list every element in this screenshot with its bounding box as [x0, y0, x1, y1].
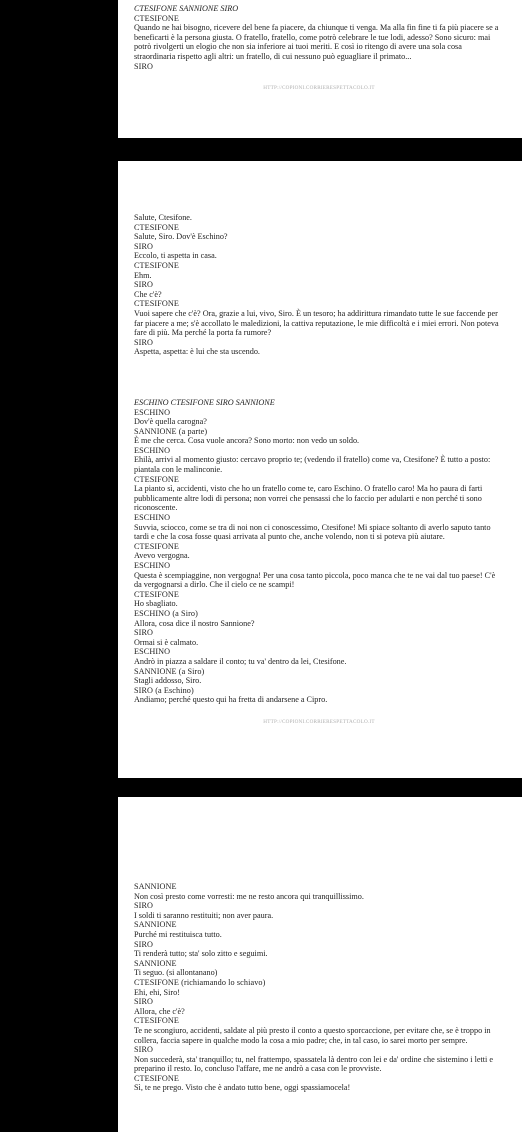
dialogue-line: Vuoi sapere che c'è? Ora, grazie a lui, vivo, Siro. È un tesoro; ha addirittura rimandato tutte le sue faccende per far piacere a me; s'è accollato le maledizioni, la cattiva reputazione, le mie difficoltà e i miei errori. Non poteva fare di più. Ma perché la porta fa rumore? — [134, 308, 499, 338]
dialogue-line: Suvvia, sciocco, come se tra di noi non ci conoscessimo, Ctesifone! Mi spiace soltanto di averlo saputo tanto tardi e che la cosa fosse quasi arrivata al punto che, anche volendo, non ti si poteva più aiutare. — [134, 522, 491, 542]
dialogue-line: Stagli addosso, Siro. — [134, 676, 202, 686]
speaker-name: ESCHINO — [134, 445, 171, 455]
page-2-text — [134, 213, 504, 705]
speaker-name: CTESIFONE (richiamando lo schiavo) — [134, 977, 266, 987]
speaker-name: SANNIONE — [134, 920, 177, 930]
speaker-name: CTESIFONE — [134, 1016, 180, 1026]
speaker-name: SIRO — [134, 280, 154, 290]
dialogue-line: I soldi ti saranno restituiti; non aver paura. — [134, 910, 274, 920]
speaker-name: SIRO — [134, 337, 154, 347]
speaker-name: CTESIFONE — [134, 589, 180, 599]
page-3-text — [134, 882, 504, 1093]
speaker-name: ESCHINO (a Siro) — [134, 608, 198, 618]
dialogue-line: Andrò in piazza a saldare il conto; tu va' dentro da lei, Ctesifone. — [134, 656, 347, 666]
dialogue-line: Ti seguo. (si allontanano) — [134, 968, 218, 978]
dialogue-line: Ehm. — [134, 270, 152, 280]
speaker-name: SANNIONE — [134, 882, 177, 891]
speaker-name: CTESIFONE — [134, 474, 180, 484]
dialogue-line: Ho sbagliato. — [134, 599, 178, 609]
speaker-name: SANNIONE (a parte) — [134, 426, 208, 436]
speaker-name: SIRO — [134, 901, 154, 911]
scene-characters-heading: ESCHINO CTESIFONE SIRO SANNIONE — [134, 397, 275, 407]
dialogue-line: Ti renderà tutto; sta' solo zitto e seguimi. — [134, 949, 268, 959]
dialogue-line: Questa è scempiaggine, non vergogna! Per una cosa tanto piccola, poco manca che te ne vai dal tuo paese! C'è da vergognarsi a dirlo. Che il cielo ce ne scampi! — [134, 570, 496, 590]
speaker-name: CTESIFONE — [134, 299, 180, 309]
dialogue-line: Salute, Ctesifone. — [134, 213, 192, 222]
speaker-name: ESCHINO — [134, 513, 171, 523]
dialogue-line: Avevo vergogna. — [134, 551, 190, 561]
dialogue-line: Eccolo, ti aspetta in casa. — [134, 251, 217, 261]
dialogue-line: Allora, che c'è? — [134, 1006, 185, 1016]
speaker-name: CTESIFONE — [134, 541, 180, 551]
dialogue-line: La pianto sì, accidenti, visto che ho un fratello come te, caro Eschino. O fratello caro! Ma ho paura di farti pubblicamente altre lodi di persona; non vorrei che pensassi che lo faccio per adularti e non perché ti sono riconoscente. — [134, 484, 483, 513]
speaker-name: ESCHINO — [134, 647, 171, 657]
speaker-name: SIRO — [134, 1045, 154, 1055]
dialogue-line: Sì, te ne prego. Visto che è andato tutto bene, oggi spassiamocela! — [134, 1083, 351, 1093]
scene-characters-heading: CTESIFONE SANNIONE SIRO — [134, 4, 239, 13]
document-page-2 — [118, 161, 522, 778]
dialogue-line: Non così presto come vorresti: me ne resto ancora qui tranquillissimo. — [134, 891, 364, 901]
dialogue-line: È me che cerca. Cosa vuole ancora? Sono morto: non vedo un soldo. — [134, 436, 360, 446]
speaker-name: ESCHINO — [134, 407, 171, 417]
dialogue-line: Ormai si è calmato. — [134, 637, 199, 647]
speaker-name: SIRO (a Eschino) — [134, 685, 194, 695]
spacer — [134, 373, 504, 382]
page-1-text — [134, 4, 504, 71]
dialogue-line: Andiamo; perché questo qui ha fretta di andarsene a Cipro. — [134, 695, 328, 705]
speaker-name: SIRO — [134, 628, 154, 638]
dialogue-line: Quando ne hai bisogno, ricevere del bene fa piacere, da chiunque ti venga. Ma alla fin fine ti fa più piacere se a beneficarti è la persona giusta. O fratello, fratello, come potrò celebrare le tue lodi, adesso? Sono sicuro: mai potrò rivolgerti un elogio che non sia inferiore ai tuoi meriti. E così io ritengo di avere una sola cosa straordinaria rispetto agli altri: un fratello, di cui nessuno può eguagliare il primato... — [134, 23, 499, 61]
dialogue-line: Ehilà, arrivi al momento giusto: cercavo proprio te; (vedendo il fratello) come va, Ctesifone? È tutto a posto: piantala con le malinconie. — [134, 455, 491, 475]
dialogue-line: Salute, Siro. Dov'è Eschino? — [134, 232, 228, 242]
dialogue-line: Dov'è quella carogna? — [134, 417, 207, 427]
speaker-name: CTESIFONE — [134, 1073, 180, 1083]
page-2-footer-url[interactable]: HTTP://COPIONI.CORRIERESPETTACOLO.IT — [263, 718, 375, 725]
speaker-name: SANNIONE (a Siro) — [134, 666, 205, 676]
dialogue-line: Ehi, ehi, Siro! — [134, 987, 180, 997]
document-page-3 — [118, 797, 522, 1132]
speaker-name: SIRO — [134, 61, 154, 71]
speaker-name: CTESIFONE — [134, 260, 180, 270]
dialogue-line: Che c'è? — [134, 289, 162, 299]
page-1-footer-url[interactable]: HTTP://COPIONI.CORRIERESPETTACOLO.IT — [263, 85, 375, 92]
speaker-name: SANNIONE — [134, 958, 177, 968]
speaker-name: CTESIFONE — [134, 13, 180, 23]
speaker-name: ESCHINO — [134, 561, 171, 570]
speaker-name: SIRO — [134, 997, 154, 1007]
dialogue-line: Allora, cosa dice il nostro Sannione? — [134, 618, 255, 628]
speaker-name: SIRO — [134, 241, 154, 251]
dialogue-line: Non succederà, sta' tranquillo; tu, nel frattempo, spassatela là dentro con lei e da' ordine che sistemino i letti e preparino il resto. Io, concluso l'affare, me ne andrò a casa con le provviste. — [134, 1054, 493, 1074]
speaker-name: SIRO — [134, 939, 154, 949]
dialogue-line: Aspetta, aspetta: è lui che sta uscendo. — [134, 347, 260, 357]
speaker-name: CTESIFONE — [134, 222, 180, 232]
dialogue-line: Te ne scongiuro, accidenti, saldate al più presto il conto a questo sporcaccione, per evitare che, se è troppo in collera, faccia sapere in qualche modo la cosa a mio padre; che, in tal caso, io sarei morto per sempre. — [134, 1025, 491, 1045]
document-page-1 — [118, 0, 522, 138]
dialogue-line: Purché mi restituisca tutto. — [134, 929, 222, 939]
